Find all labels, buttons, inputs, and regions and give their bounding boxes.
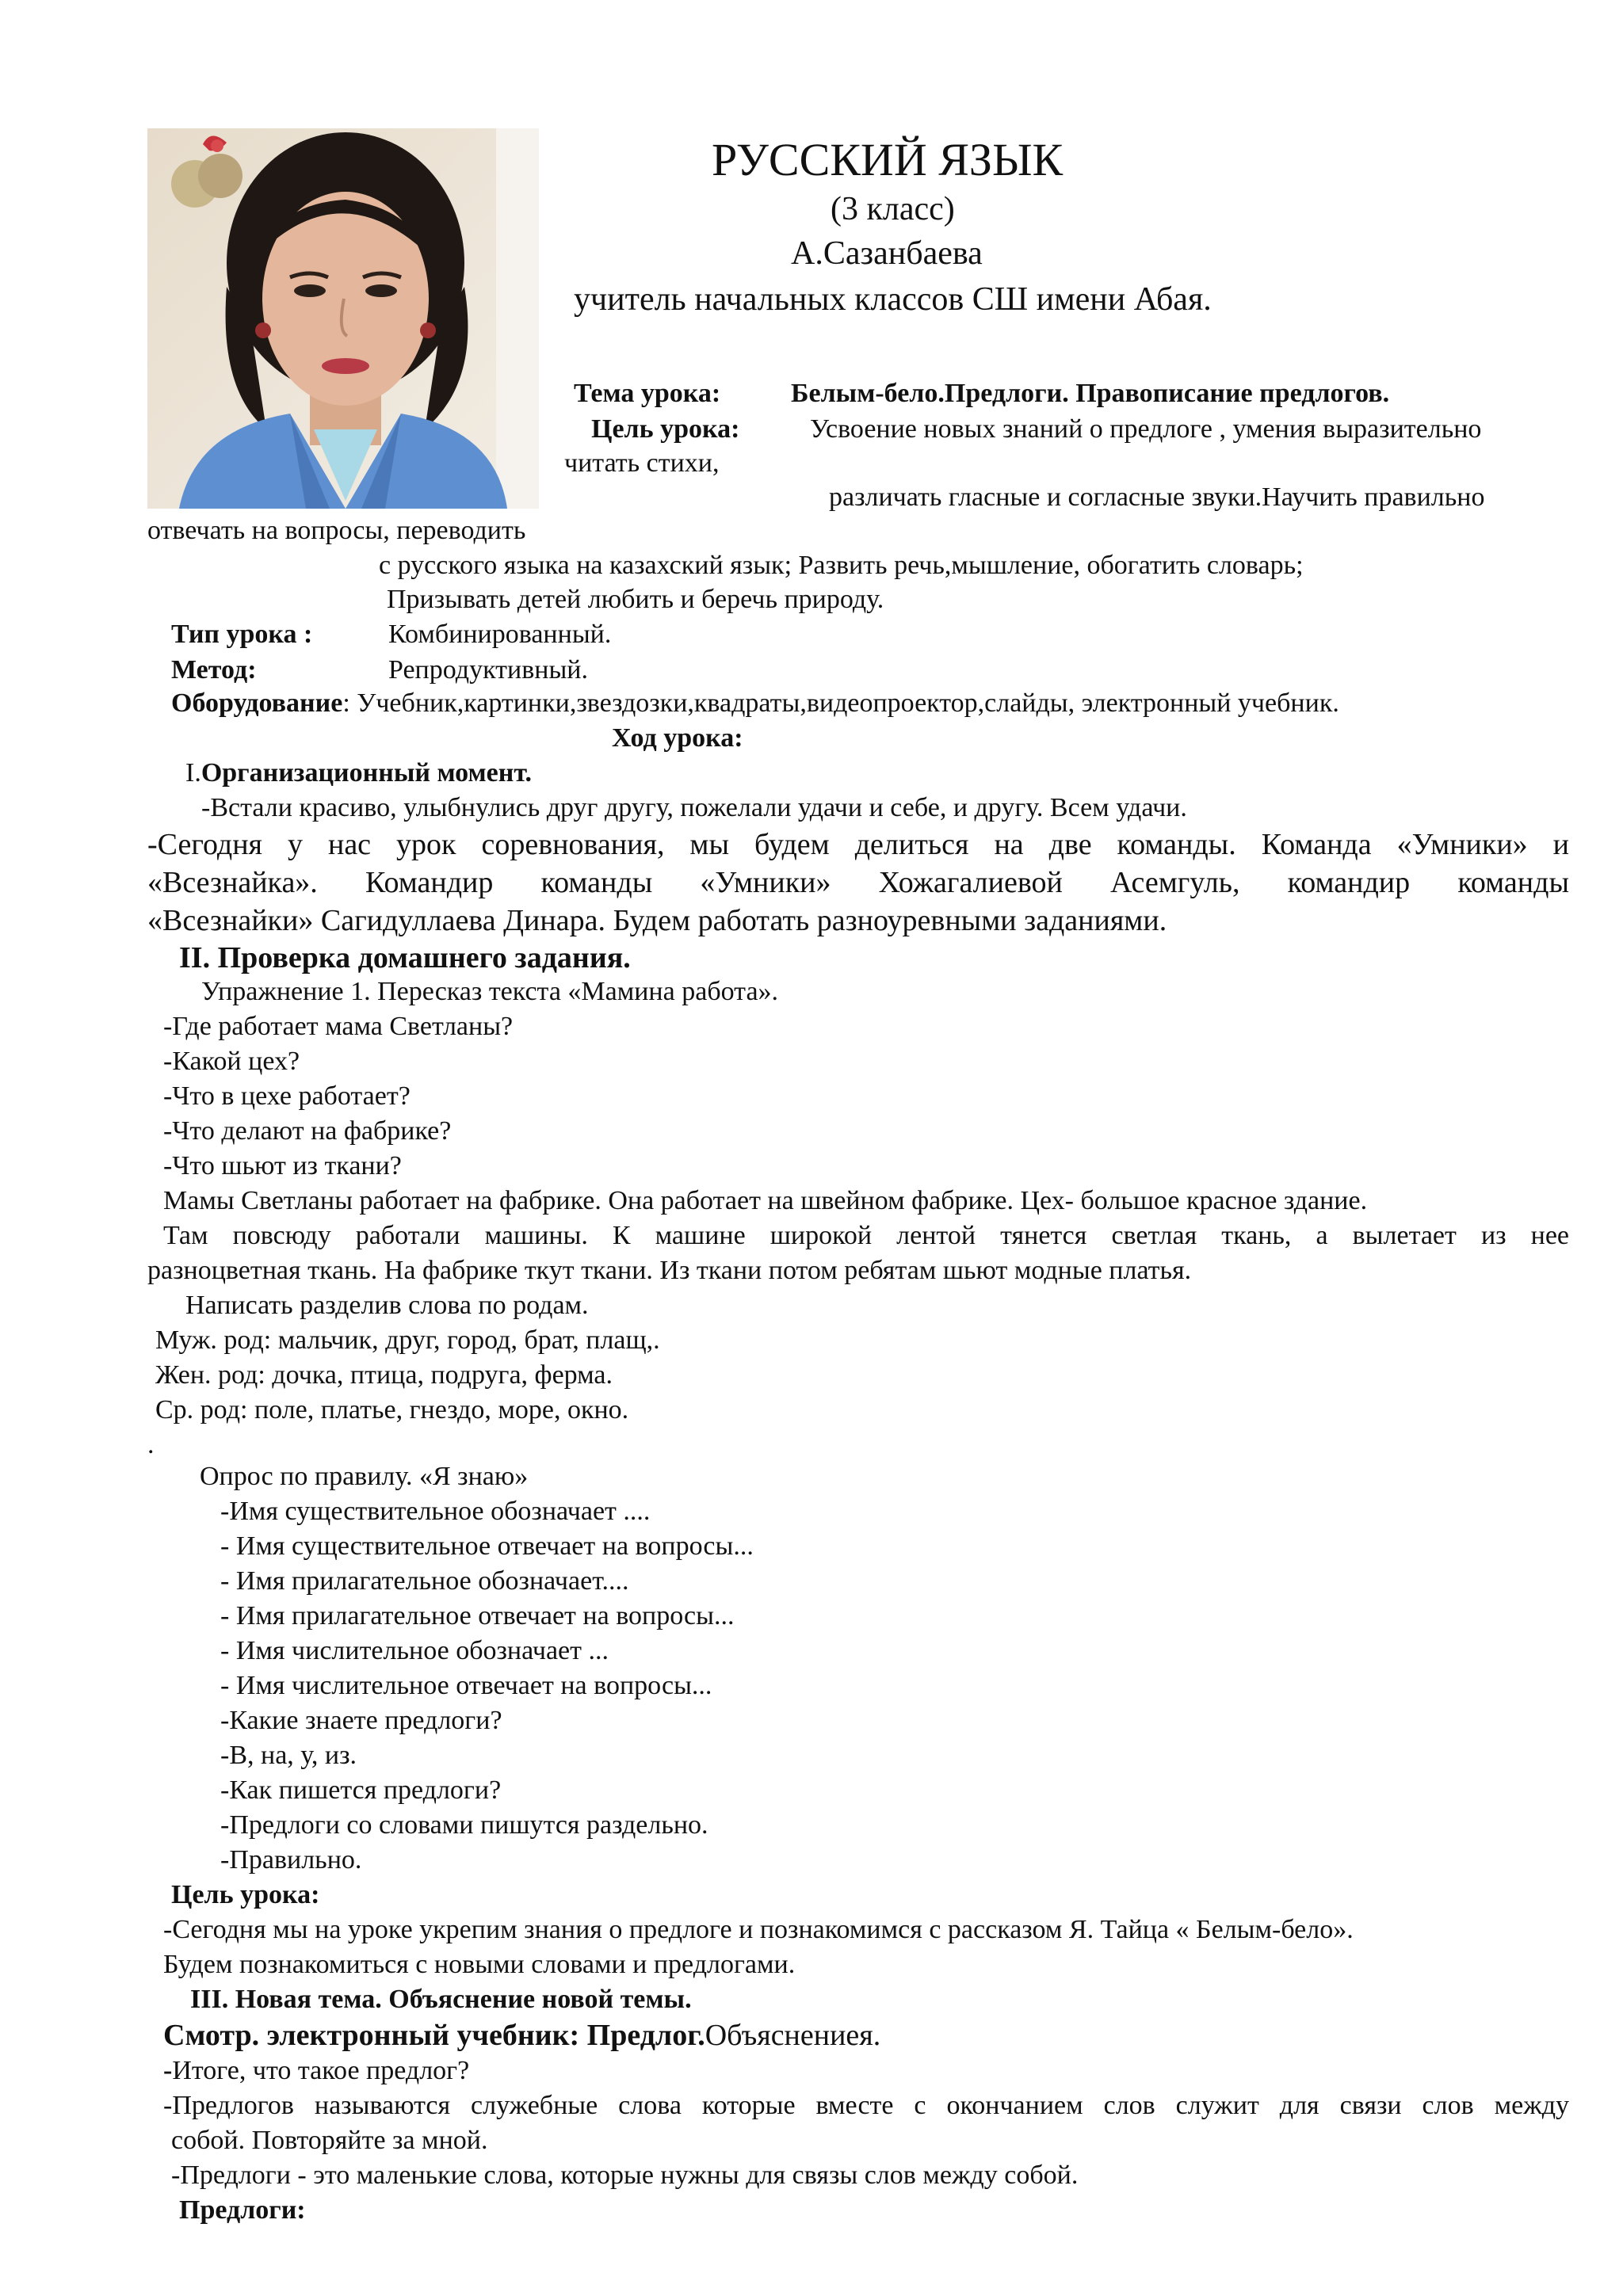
definition-line: собой. Повторяйте за мной. bbox=[171, 2126, 488, 2155]
author-name: А.Сазанбаева bbox=[791, 235, 983, 272]
equipment-label: Оборудование bbox=[171, 688, 343, 718]
survey-item: -Как пишется предлоги? bbox=[220, 1775, 502, 1805]
question: -Что делают на фабрике? bbox=[163, 1116, 452, 1146]
survey-item: -В, на, у, из. bbox=[220, 1741, 357, 1770]
answer-line: Там повсюду работали машины. К машине широкой лентой тянется светлая ткань, а вылетает из нее bbox=[163, 1221, 1569, 1250]
lesson-type-label: Тип урока : bbox=[171, 620, 313, 649]
goal-line: Призывать детей любить и беречь природу. bbox=[387, 585, 884, 614]
method-value: Репродуктивный. bbox=[388, 655, 588, 685]
task: Написать разделив слова по родам. bbox=[185, 1291, 589, 1320]
answer-line: Мамы Светланы работает на фабрике. Она работает на швейном фабрике. Цех- большое красное здание. bbox=[163, 1186, 1368, 1215]
goal-line: отвечать на вопросы, переводить bbox=[147, 516, 526, 545]
survey-item: -Правильно. bbox=[220, 1845, 362, 1875]
definition-line: -Предлоги - это маленькие слова, которые нужны для связы слов между собой. bbox=[171, 2161, 1079, 2190]
teacher-photo bbox=[147, 128, 539, 509]
survey-item: - Имя существительное отвечает на вопросы... bbox=[220, 1531, 754, 1561]
question: -Какой цех? bbox=[163, 1047, 300, 1076]
question: -Где работает мама Светланы? bbox=[163, 1012, 514, 1041]
lesson-type-value: Комбинированный. bbox=[388, 620, 612, 649]
author-position: учитель начальных классов СШ имени Абая. bbox=[574, 281, 1212, 318]
survey-item: - Имя прилагательное обозначает.... bbox=[220, 1566, 629, 1596]
section-heading: II. Проверка домашнего задания. bbox=[179, 941, 631, 974]
question-line bbox=[163, 2055, 469, 2087]
grade: (3 класс) bbox=[831, 191, 955, 227]
paragraph: «Всезнайка». Командир команды «Умники» Хожагалиевой Асемгуль, командир команды bbox=[147, 866, 1569, 899]
section-title: Организационный момент. bbox=[200, 758, 533, 788]
goal-line: различать гласные и согласные звуки.Научить правильно bbox=[829, 482, 1485, 512]
paragraph: -Встали красиво, улыбнулись друг другу, пожелали удачи и себе, и другу. Всем удачи. bbox=[201, 793, 1187, 822]
section-heading: III. Новая тема. Объяснение новой темы. bbox=[190, 1985, 692, 2014]
etextbook-line bbox=[163, 2017, 880, 2054]
gender-row: Муж. род: мальчик, друг, город, брат, плащ,. bbox=[155, 1325, 660, 1355]
survey-item: - Имя числительное обозначает ... bbox=[220, 1636, 609, 1665]
survey-item: - Имя прилагательное отвечает на вопросы... bbox=[220, 1601, 735, 1630]
survey-title: Опрос по правилу. «Я знаю» bbox=[200, 1462, 529, 1491]
etextbook-bold: Смотр. электронный учебник: Предлог. bbox=[163, 2019, 705, 2052]
question-text: Итоге, что такое предлог? bbox=[172, 2056, 470, 2085]
definition-line: -Предлогов называются служебные слова которые вместе с окончанием слов служит для связи слов между bbox=[163, 2091, 1569, 2120]
survey-item: -Предлоги со словами пишутся раздельно. bbox=[220, 1810, 708, 1840]
equipment-value: : Учебник,картинки,звездозки,квадраты,видеопроектор,слайды, электронный учебник. bbox=[342, 688, 1339, 718]
topic-value: Белым-бело.Предлоги. Правописание предлогов. bbox=[791, 379, 1390, 408]
gender-row: Ср. род: поле, платье, гнездо, море, окно. bbox=[155, 1395, 629, 1425]
paragraph: «Всезнайки» Сагидуллаева Динара. Будем работать разноуревными заданиями. bbox=[147, 904, 1167, 937]
goal-line: читать стихи, bbox=[564, 448, 720, 478]
answer-line: разноцветная ткань. На фабрике ткут ткани. Из ткани потом ребятам шьют модные платья. bbox=[147, 1256, 1192, 1285]
gender-row: Жен. род: дочка, птица, подруга, ферма. bbox=[155, 1360, 613, 1390]
survey-item: - Имя числительное отвечает на вопросы... bbox=[220, 1671, 712, 1700]
section-heading bbox=[185, 757, 532, 789]
stray-dot: . bbox=[147, 1430, 155, 1459]
goal-heading: Цель урока: bbox=[171, 1880, 320, 1909]
exercise-title: Упражнение 1. Пересказ текста «Мамина работа». bbox=[201, 977, 779, 1006]
prepositions-heading: Предлоги: bbox=[179, 2195, 306, 2225]
survey-item: -Имя существительное обозначает .... bbox=[220, 1497, 651, 1526]
progress-heading: Ход урока: bbox=[612, 723, 743, 753]
etextbook-normal: Объяснениея. bbox=[705, 2019, 881, 2052]
question: -Что шьют из ткани? bbox=[163, 1151, 402, 1180]
paragraph: -Сегодня у нас урок соревнования, мы будем делиться на две команды. Команда «Умники» и bbox=[147, 828, 1569, 861]
survey-item: -Какие знаете предлоги? bbox=[220, 1706, 502, 1735]
goal-text: Будем познакомиться с новыми словами и предлогами. bbox=[163, 1950, 796, 1979]
equipment-line bbox=[171, 688, 1339, 719]
page-title: РУССКИЙ ЯЗЫК bbox=[712, 134, 1064, 185]
method-label: Метод: bbox=[171, 655, 257, 685]
section-numeral: I. bbox=[185, 758, 201, 788]
topic-label: Тема урока: bbox=[574, 379, 721, 408]
goal-label: Цель урока: bbox=[591, 414, 740, 444]
goal-line: Усвоение новых знаний о предлоге , умения выразительно bbox=[810, 414, 1482, 444]
question: -Что в цехе работает? bbox=[163, 1081, 411, 1111]
goal-line: с русского языка на казахский язык; Развить речь,мышление, обогатить словарь; bbox=[379, 551, 1304, 580]
goal-text: -Сегодня мы на уроке укрепим знания о предлоге и познакомимся с рассказом Я. Тайца « Белым-бело». bbox=[163, 1915, 1354, 1944]
question-dash: - bbox=[163, 2056, 173, 2085]
